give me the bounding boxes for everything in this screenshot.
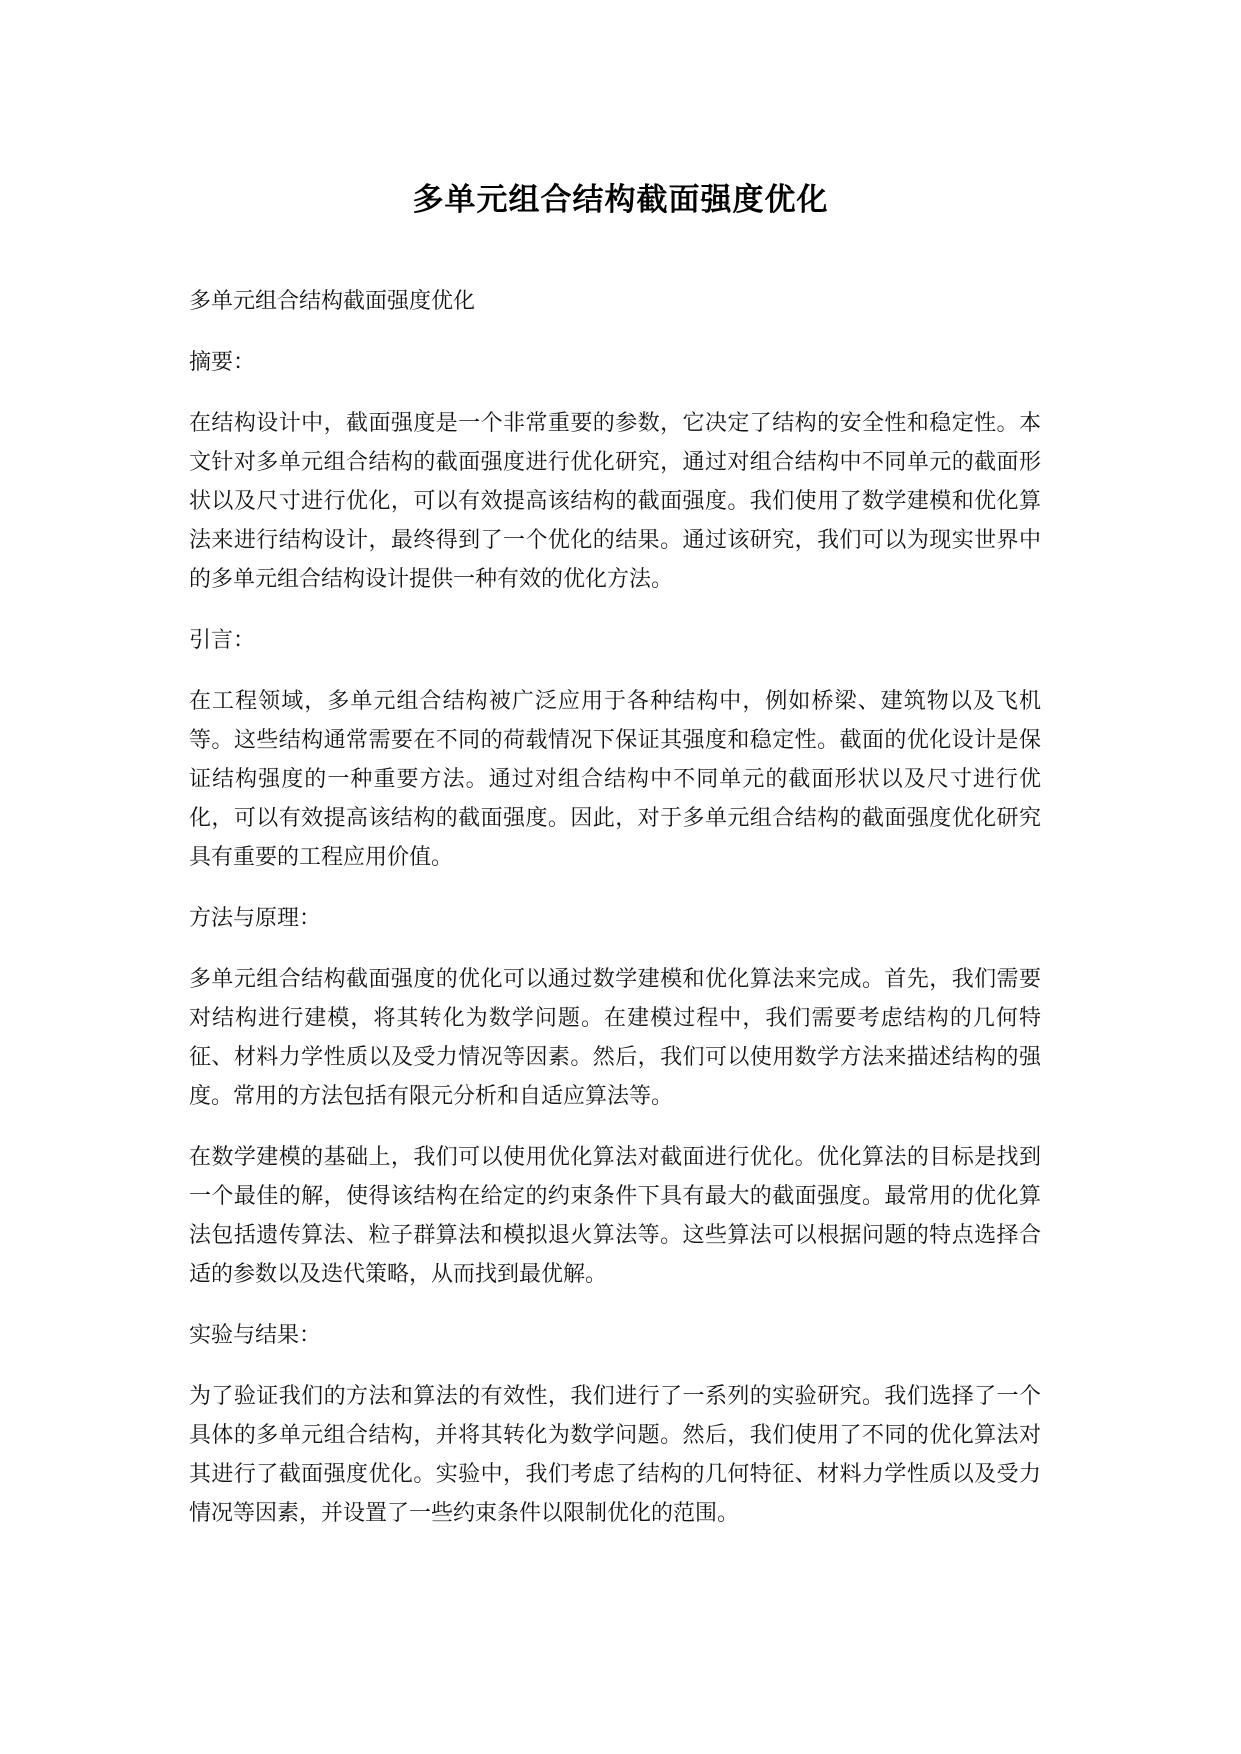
methods-paragraph-1: 多单元组合结构截面强度的优化可以通过数学建模和优化算法来完成。首先，我们需要对结构进行建模，将其转化为数学问题。在建模过程中，我们需要考虑结构的几何特征、材料力学性质以及受力情况等因素。然后，我们可以使用数学方法来描述结构的强度。常用的方法包括有限元分析和自适应算法等。 bbox=[189, 967, 1041, 1109]
document-title: 多单元组合结构截面强度优化 bbox=[412, 182, 829, 218]
abstract-paragraph: 在结构设计中，截面强度是一个非常重要的参数，它决定了结构的安全性和稳定性。本文针对多单元组合结构的截面强度进行优化研究，通过对组合结构中不同单元的截面形状以及尺寸进行优化，可以有效提高该结构的截面强度。我们使用了数学建模和优化算法来进行结构设计，最终得到了一个优化的结果。通过该研究，我们可以为现实世界中的多单元组合结构设计提供一种有效的优化方法。 bbox=[189, 411, 1041, 592]
results-paragraph: 为了验证我们的方法和算法的有效性，我们进行了一系列的实验研究。我们选择了一个具体的多单元组合结构，并将其转化为数学问题。然后，我们使用了不同的优化算法对其进行了截面强度优化。实验中，我们考虑了结构的几何特征、材料力学性质以及受力情况等因素，并设置了一些约束条件以限制优化的范围。 bbox=[189, 1384, 1041, 1526]
section-heading-introduction: 引言： bbox=[189, 628, 256, 653]
methods-paragraph-2: 在数学建模的基础上，我们可以使用优化算法对截面进行优化。优化算法的目标是找到一个最佳的解，使得该结构在给定的约束条件下具有最大的截面强度。最常用的优化算法包括遗传算法、粒子群算法和模拟退火算法等。这些算法可以根据问题的特点选择合适的参数以及迭代策略，从而找到最优解。 bbox=[189, 1145, 1041, 1287]
section-heading-results: 实验与结果： bbox=[189, 1323, 322, 1348]
section-heading-abstract: 摘要： bbox=[189, 350, 256, 375]
section-heading-methods: 方法与原理： bbox=[189, 906, 322, 931]
document-body bbox=[189, 282, 1041, 1555]
document-subtitle: 多单元组合结构截面强度优化 bbox=[189, 289, 476, 314]
introduction-paragraph: 在工程领域，多单元组合结构被广泛应用于各种结构中，例如桥梁、建筑物以及飞机等。这些结构通常需要在不同的荷载情况下保证其强度和稳定性。截面的优化设计是保证结构强度的一种重要方法。通过对组合结构中不同单元的截面形状以及尺寸进行优化，可以有效提高该结构的截面强度。因此，对于多单元组合结构的截面强度优化研究具有重要的工程应用价值。 bbox=[189, 689, 1041, 870]
